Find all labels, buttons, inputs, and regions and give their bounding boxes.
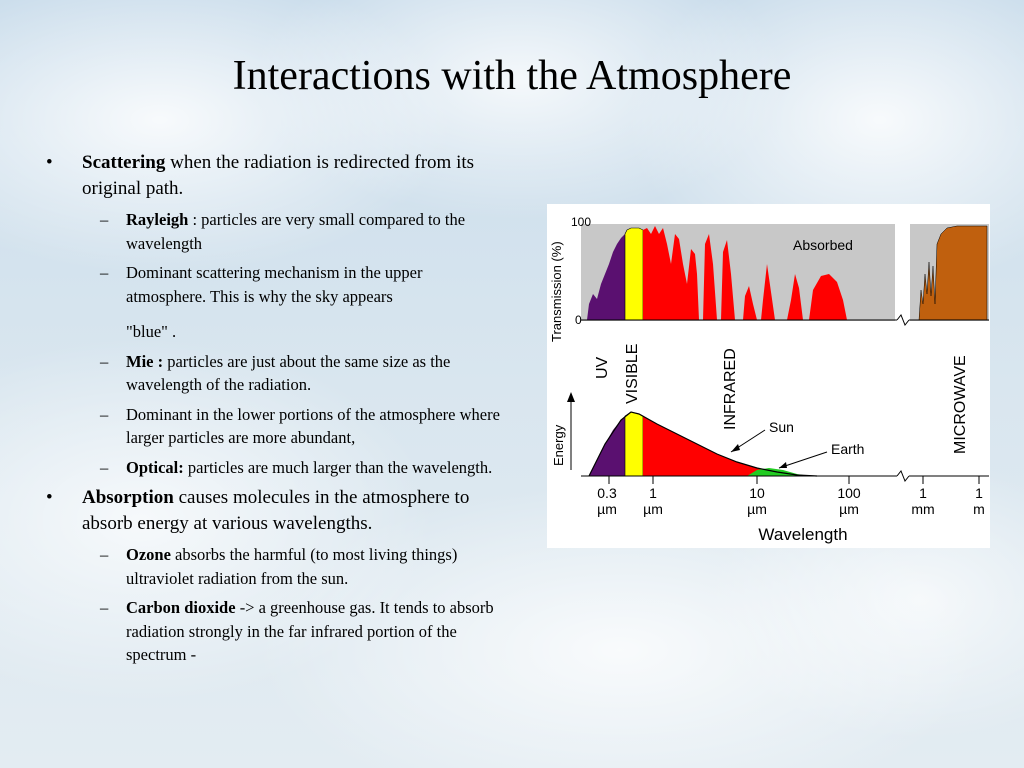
sub-bullet-marker: –: [100, 545, 109, 564]
bullet-marker: •: [46, 487, 53, 508]
arrow-head-icon: [779, 462, 787, 468]
x-tick-unit: µm: [747, 501, 767, 517]
ozone-text: absorbs the harmful (to most living things) ultraviolet radiation from the sun.: [126, 545, 458, 588]
x-tick-label: 100: [837, 485, 861, 501]
sub-bullet-dominant-upper: [40, 261, 500, 344]
x-tick-unit: µm: [597, 501, 617, 517]
visible-energy-area: [625, 412, 643, 476]
visible-transmission: [625, 228, 643, 320]
axis-break-icon: [897, 315, 909, 325]
mie-term: Mie :: [126, 351, 164, 371]
uv-energy-area: [589, 416, 625, 476]
scattering-text: when the radiation is redirected from its original path.: [82, 152, 475, 199]
uv-band-label: UV: [594, 356, 611, 379]
axis-break-icon: [897, 471, 909, 481]
arrow-head-icon: [567, 392, 575, 402]
infrared-band-label: INFRARED: [722, 348, 739, 430]
tick-0-label: 0: [575, 313, 582, 327]
x-tick-label: 1: [649, 485, 657, 501]
spectrum-figure: [547, 204, 990, 548]
bullet-marker: •: [46, 152, 53, 173]
x-tick-label: 1: [919, 485, 927, 501]
carbon-dioxide-text: -> a greenhouse gas. It tends to absorb radiation strongly in the far infrared portion of the spectrum -: [126, 598, 494, 664]
x-tick-label: 10: [749, 485, 765, 501]
sub-bullet-carbon-dioxide: [40, 596, 500, 667]
absorption-text: causes molecules in the atmosphere to absorb energy at various wavelengths.: [82, 487, 470, 534]
scattering-term: Scattering: [82, 152, 166, 173]
earth-label: Earth: [831, 441, 865, 457]
x-tick-unit: µm: [839, 501, 859, 517]
sub-bullet-marker: –: [100, 351, 109, 371]
dominant-lower-text: Dominant in the lower portions of the atmosphere where larger particles are more abundant,: [126, 404, 500, 447]
energy-axis-label: Energy: [551, 424, 566, 466]
x-tick-unit: mm: [911, 501, 935, 517]
dominant-upper-text: Dominant scattering mechanism in the upper atmosphere. This is why the sky appears: [126, 263, 423, 306]
sun-label: Sun: [769, 419, 794, 435]
sub-bullet-marker: –: [100, 210, 109, 229]
sub-bullet-marker: –: [100, 457, 109, 477]
rayleigh-text: : particles are very small compared to the wavelength: [126, 210, 466, 253]
sub-bullet-dominant-lower: [40, 403, 500, 450]
optical-term: Optical:: [126, 457, 184, 477]
x-tick-unit: m: [973, 501, 985, 517]
absorbed-label: Absorbed: [793, 237, 853, 253]
tick-100-label: 100: [571, 215, 592, 229]
arrow-head-icon: [731, 444, 740, 452]
carbon-dioxide-term: Carbon dioxide: [126, 598, 236, 617]
blue-quote-text: "blue" .: [126, 322, 177, 341]
sub-bullet-marker: –: [100, 404, 109, 424]
optical-text: particles are much larger than the wavelength.: [183, 457, 493, 477]
slide-title: Interactions with the Atmosphere: [232, 53, 792, 99]
mie-text: particles are just about the same size as the wavelength of the radiation.: [126, 351, 451, 394]
rayleigh-term: Rayleigh: [126, 210, 189, 229]
bullet-absorption: [40, 485, 500, 537]
bullet-list: [40, 150, 500, 673]
wavelength-axis-label: Wavelength: [758, 525, 848, 544]
x-tick-label: 1: [975, 485, 983, 501]
sub-bullet-rayleigh: [40, 208, 500, 255]
sub-bullet-marker: –: [100, 263, 109, 282]
microwave-band-label: MICROWAVE: [952, 355, 969, 454]
x-tick-label: 0.3: [597, 485, 617, 501]
sub-bullet-mie: [40, 350, 500, 397]
transmission-axis-label: Transmission (%): [549, 241, 564, 342]
absorption-term: Absorption: [82, 487, 174, 508]
x-tick-unit: µm: [643, 501, 663, 517]
sub-bullet-ozone: [40, 543, 500, 590]
sub-bullet-marker: –: [100, 598, 109, 617]
bullet-scattering: [40, 150, 500, 202]
ozone-term: Ozone: [126, 545, 171, 564]
visible-band-label: VISIBLE: [624, 343, 641, 404]
sub-bullet-optical: [40, 456, 500, 480]
